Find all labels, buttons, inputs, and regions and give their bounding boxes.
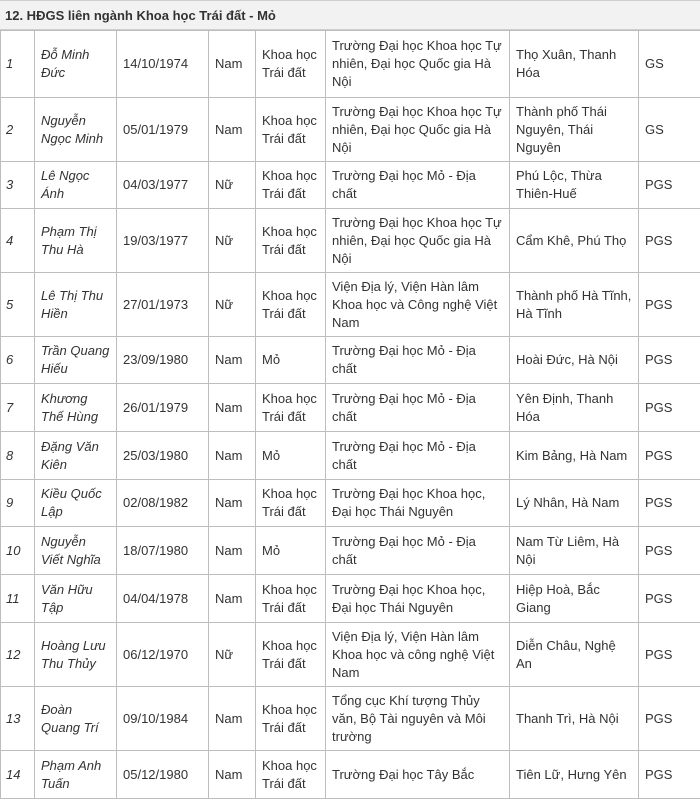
cell-stt: 8 bbox=[1, 432, 35, 480]
cell-title: PGS bbox=[639, 209, 700, 273]
cell-hometown: Diễn Châu, Nghệ An bbox=[510, 623, 639, 687]
cell-dob: 18/07/1980 bbox=[117, 527, 209, 575]
cell-dob: 27/01/1973 bbox=[117, 273, 209, 337]
cell-gender: Nam bbox=[209, 337, 256, 384]
candidates-table bbox=[0, 30, 700, 799]
cell-title: PGS bbox=[639, 623, 700, 687]
cell-stt: 10 bbox=[1, 527, 35, 575]
cell-dob: 14/10/1974 bbox=[117, 31, 209, 98]
cell-stt: 11 bbox=[1, 575, 35, 623]
cell-workplace: Trường Đại học Khoa học Tự nhiên, Đại học Quốc gia Hà Nội bbox=[326, 31, 510, 98]
cell-stt: 14 bbox=[1, 751, 35, 799]
cell-title: PGS bbox=[639, 432, 700, 480]
cell-name: Hoàng Lưu Thu Thủy bbox=[35, 623, 117, 687]
cell-hometown: Tiên Lữ, Hưng Yên bbox=[510, 751, 639, 799]
cell-hometown: Thọ Xuân, Thanh Hóa bbox=[510, 31, 639, 98]
cell-workplace: Trường Đại học Tây Bắc bbox=[326, 751, 510, 799]
cell-field: Khoa học Trái đất bbox=[256, 209, 326, 273]
cell-hometown: Thành phố Thái Nguyên, Thái Nguyên bbox=[510, 98, 639, 162]
cell-name: Đoàn Quang Trí bbox=[35, 687, 117, 751]
cell-stt: 7 bbox=[1, 384, 35, 432]
cell-dob: 02/08/1982 bbox=[117, 480, 209, 527]
cell-name: Nguyễn Ngọc Minh bbox=[35, 98, 117, 162]
cell-stt: 12 bbox=[1, 623, 35, 687]
cell-title: PGS bbox=[639, 527, 700, 575]
cell-hometown: Hoài Đức, Hà Nội bbox=[510, 337, 639, 384]
cell-workplace: Trường Đại học Mỏ - Địa chất bbox=[326, 384, 510, 432]
cell-workplace: Trường Đại học Khoa học Tự nhiên, Đại học Quốc gia Hà Nội bbox=[326, 209, 510, 273]
cell-dob: 04/04/1978 bbox=[117, 575, 209, 623]
cell-stt: 5 bbox=[1, 273, 35, 337]
cell-gender: Nữ bbox=[209, 162, 256, 209]
table-row bbox=[1, 687, 700, 751]
table-row bbox=[1, 273, 700, 337]
cell-hometown: Hiệp Hoà, Bắc Giang bbox=[510, 575, 639, 623]
cell-field: Khoa học Trái đất bbox=[256, 31, 326, 98]
cell-name: Đặng Văn Kiên bbox=[35, 432, 117, 480]
cell-name: Đỗ Minh Đức bbox=[35, 31, 117, 98]
table-row bbox=[1, 31, 700, 98]
cell-hometown: Phú Lộc, Thừa Thiên-Huế bbox=[510, 162, 639, 209]
table-row bbox=[1, 751, 700, 799]
cell-title: PGS bbox=[639, 751, 700, 799]
cell-title: PGS bbox=[639, 575, 700, 623]
table-row bbox=[1, 575, 700, 623]
cell-field: Khoa học Trái đất bbox=[256, 687, 326, 751]
cell-gender: Nam bbox=[209, 384, 256, 432]
cell-gender: Nam bbox=[209, 527, 256, 575]
table-title: 12. HĐGS liên ngành Khoa học Trái đất - Mỏ bbox=[0, 0, 700, 30]
cell-name: Phạm Thị Thu Hà bbox=[35, 209, 117, 273]
cell-name: Khương Thế Hùng bbox=[35, 384, 117, 432]
cell-stt: 1 bbox=[1, 31, 35, 98]
cell-field: Khoa học Trái đất bbox=[256, 98, 326, 162]
cell-workplace: Trường Đại học Mỏ - Địa chất bbox=[326, 432, 510, 480]
cell-hometown: Lý Nhân, Hà Nam bbox=[510, 480, 639, 527]
cell-title: PGS bbox=[639, 273, 700, 337]
cell-gender: Nữ bbox=[209, 273, 256, 337]
cell-hometown: Kim Bảng, Hà Nam bbox=[510, 432, 639, 480]
cell-dob: 25/03/1980 bbox=[117, 432, 209, 480]
table-row bbox=[1, 432, 700, 480]
cell-gender: Nữ bbox=[209, 209, 256, 273]
table-row bbox=[1, 480, 700, 527]
cell-dob: 09/10/1984 bbox=[117, 687, 209, 751]
cell-gender: Nam bbox=[209, 575, 256, 623]
cell-title: PGS bbox=[639, 384, 700, 432]
cell-title: GS bbox=[639, 98, 700, 162]
cell-workplace: Trường Đại học Mỏ - Địa chất bbox=[326, 337, 510, 384]
cell-workplace: Trường Đại học Khoa học Tự nhiên, Đại học Quốc gia Hà Nội bbox=[326, 98, 510, 162]
table-row bbox=[1, 527, 700, 575]
cell-workplace: Tổng cục Khí tượng Thủy văn, Bộ Tài nguyên và Môi trường bbox=[326, 687, 510, 751]
cell-name: Kiều Quốc Lập bbox=[35, 480, 117, 527]
cell-title: PGS bbox=[639, 687, 700, 751]
cell-hometown: Cẩm Khê, Phú Thọ bbox=[510, 209, 639, 273]
cell-title: GS bbox=[639, 31, 700, 98]
cell-name: Nguyễn Viết Nghĩa bbox=[35, 527, 117, 575]
cell-gender: Nam bbox=[209, 687, 256, 751]
cell-title: PGS bbox=[639, 480, 700, 527]
table-row bbox=[1, 337, 700, 384]
cell-dob: 26/01/1979 bbox=[117, 384, 209, 432]
cell-workplace: Viện Địa lý, Viện Hàn lâm Khoa học và Công nghệ Việt Nam bbox=[326, 273, 510, 337]
cell-field: Mỏ bbox=[256, 337, 326, 384]
table-row bbox=[1, 623, 700, 687]
cell-field: Khoa học Trái đất bbox=[256, 162, 326, 209]
cell-field: Khoa học Trái đất bbox=[256, 273, 326, 337]
cell-gender: Nam bbox=[209, 31, 256, 98]
cell-gender: Nam bbox=[209, 98, 256, 162]
cell-field: Mỏ bbox=[256, 432, 326, 480]
cell-stt: 9 bbox=[1, 480, 35, 527]
cell-hometown: Yên Định, Thanh Hóa bbox=[510, 384, 639, 432]
cell-workplace: Viện Địa lý, Viện Hàn lâm Khoa học và công nghệ Việt Nam bbox=[326, 623, 510, 687]
cell-dob: 23/09/1980 bbox=[117, 337, 209, 384]
cell-gender: Nam bbox=[209, 751, 256, 799]
cell-field: Khoa học Trái đất bbox=[256, 575, 326, 623]
cell-dob: 05/12/1980 bbox=[117, 751, 209, 799]
cell-gender: Nam bbox=[209, 432, 256, 480]
cell-workplace: Trường Đại học Khoa học, Đại học Thái Nguyên bbox=[326, 575, 510, 623]
cell-gender: Nữ bbox=[209, 623, 256, 687]
table-row bbox=[1, 98, 700, 162]
cell-field: Khoa học Trái đất bbox=[256, 480, 326, 527]
cell-hometown: Nam Từ Liêm, Hà Nội bbox=[510, 527, 639, 575]
cell-dob: 05/01/1979 bbox=[117, 98, 209, 162]
table-row bbox=[1, 209, 700, 273]
cell-stt: 6 bbox=[1, 337, 35, 384]
cell-hometown: Thanh Trì, Hà Nội bbox=[510, 687, 639, 751]
cell-name: Lê Ngọc Ánh bbox=[35, 162, 117, 209]
cell-dob: 19/03/1977 bbox=[117, 209, 209, 273]
cell-stt: 4 bbox=[1, 209, 35, 273]
cell-field: Khoa học Trái đất bbox=[256, 623, 326, 687]
cell-field: Khoa học Trái đất bbox=[256, 751, 326, 799]
cell-hometown: Thành phố Hà Tĩnh, Hà Tĩnh bbox=[510, 273, 639, 337]
cell-dob: 04/03/1977 bbox=[117, 162, 209, 209]
cell-name: Văn Hữu Tập bbox=[35, 575, 117, 623]
cell-workplace: Trường Đại học Mỏ - Địa chất bbox=[326, 162, 510, 209]
cell-field: Khoa học Trái đất bbox=[256, 384, 326, 432]
cell-stt: 3 bbox=[1, 162, 35, 209]
cell-dob: 06/12/1970 bbox=[117, 623, 209, 687]
cell-title: PGS bbox=[639, 337, 700, 384]
cell-workplace: Trường Đại học Khoa học, Đại học Thái Nguyên bbox=[326, 480, 510, 527]
table-row bbox=[1, 162, 700, 209]
cell-title: PGS bbox=[639, 162, 700, 209]
cell-name: Lê Thị Thu Hiền bbox=[35, 273, 117, 337]
cell-workplace: Trường Đại học Mỏ - Địa chất bbox=[326, 527, 510, 575]
table-row bbox=[1, 384, 700, 432]
cell-name: Trần Quang Hiếu bbox=[35, 337, 117, 384]
cell-gender: Nam bbox=[209, 480, 256, 527]
cell-stt: 13 bbox=[1, 687, 35, 751]
cell-name: Phạm Anh Tuấn bbox=[35, 751, 117, 799]
cell-stt: 2 bbox=[1, 98, 35, 162]
cell-field: Mỏ bbox=[256, 527, 326, 575]
